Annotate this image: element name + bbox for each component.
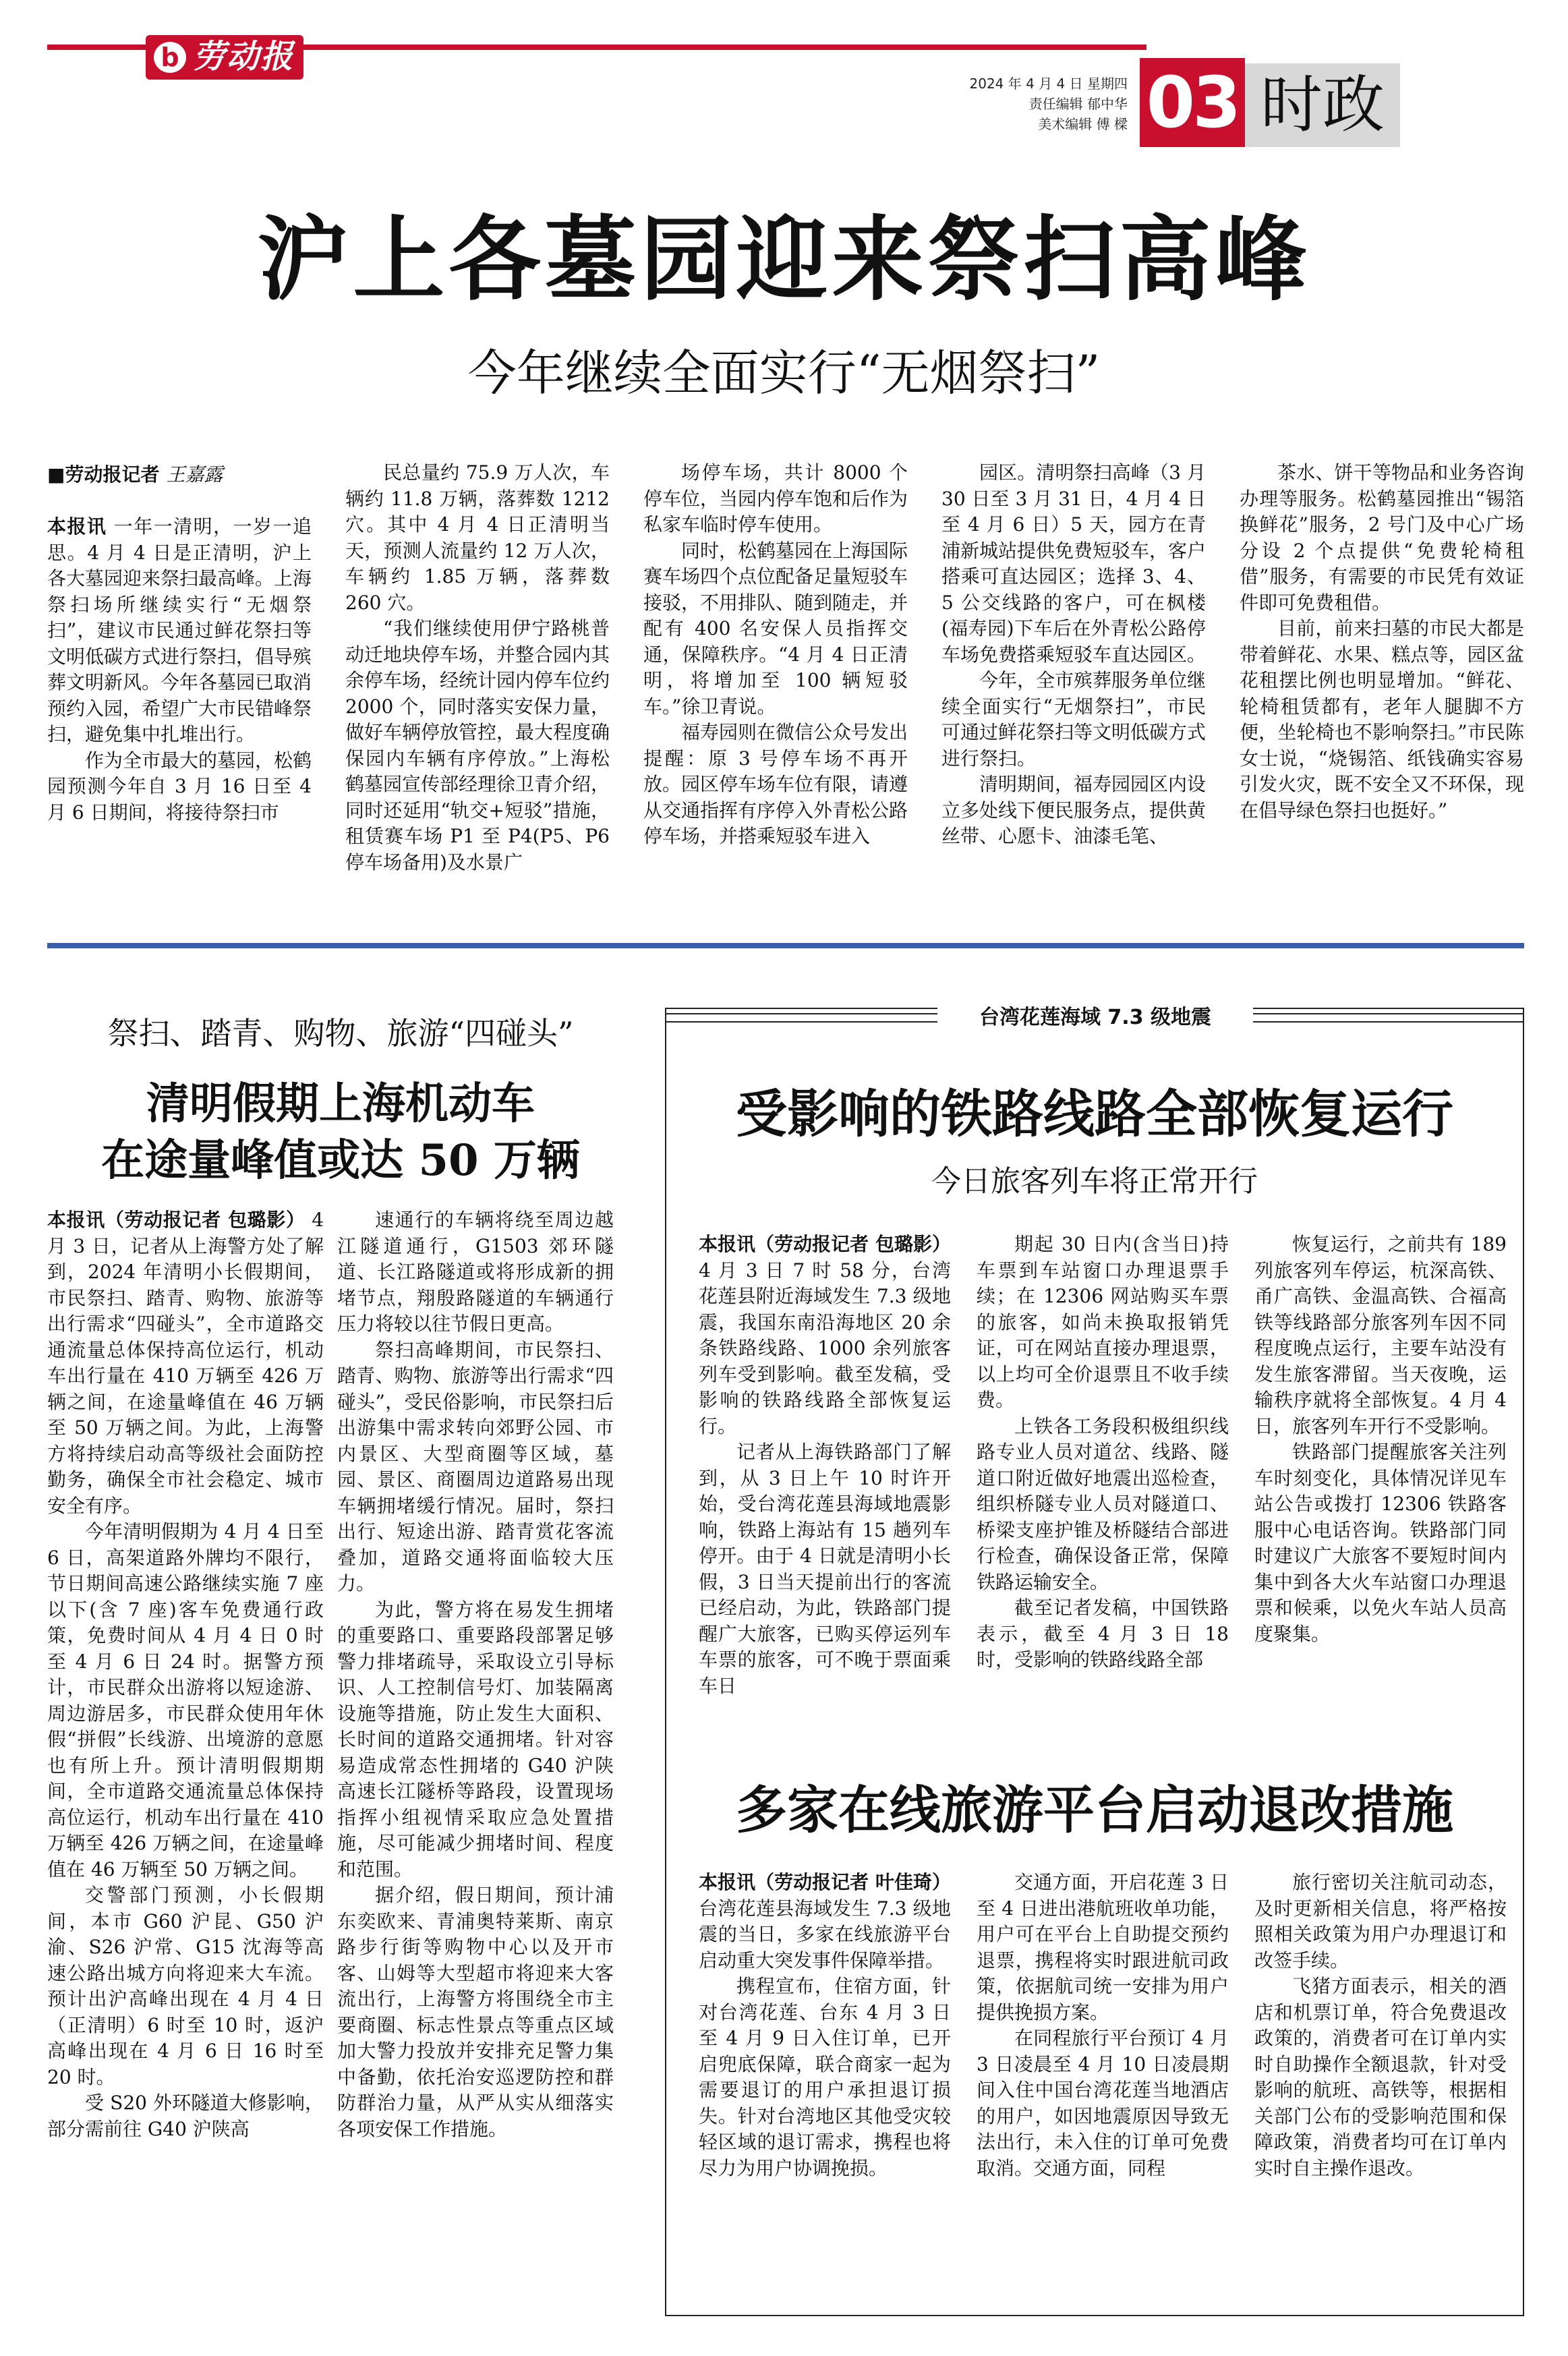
- rail-column-2: [977, 1232, 1229, 1744]
- paragraph: 同时，松鹤墓园在上海国际赛车场四个点位配备足量短驳车接驳，不用排队、随到随走，并配有 400 名安保人员指挥交通，保障秩序。“4 月 4 日正清明，将增加至 100 辆短驳车。”徐卫青说。: [643, 539, 908, 718]
- lead-column-5: [1240, 460, 1524, 919]
- travel-column-1: [699, 1870, 951, 2301]
- rail-subhead: 今日旅客列车将正常开行: [931, 1164, 1258, 1199]
- paragraph: 清明期间，福寿园园区内设立多处线下便民服务点，提供黄丝带、心愿卡、油漆毛笔、: [941, 773, 1206, 847]
- paragraph: 交通方面，开启花莲 3 日至 4 日进出港航班收单功能，用户可在平台上自助提交预约退票，携程将实时跟进航司政策，依据航司统一安排为用户提供挽损方案。: [977, 1871, 1229, 2023]
- rail-column-3: [1254, 1232, 1507, 1744]
- paragraph: 受 S20 外环隧道大修影响，部分需前往 G40 沪陕高: [47, 2092, 324, 2140]
- rail-lead-tag: 本报讯（劳动报记者 包璐影）: [699, 1233, 951, 1255]
- paragraph: 携程宣布，住宿方面，针对台湾花莲、台东 4 月 3 日至 4 月 9 日入住订单，已开启兜底保障，联合商家一起为需要退订的用户承担退订损失。针对台湾地区其他受灾较轻区域的退订需求，携程也将尽力为用户协调挽损。: [699, 1975, 951, 2179]
- paragraph: 目前，前来扫墓的市民大都是带着鲜花、水果、糕点等，园区盆花租摆比例也明显增加。“鲜花、轮椅租赁都有，老年人腿脚不方便，坐轮椅也不影响祭扫。”市民陈女士说，“烧锡箔、纸钱确实容易引发火灾，既不安全又不环保，现在倡导绿色祭扫也挺好。”: [1240, 617, 1524, 822]
- taiwan-box-label: 台湾花莲海域 7.3 级地震: [979, 1006, 1212, 1029]
- lead-column-4: [941, 460, 1206, 919]
- traffic-column-1: [47, 1207, 324, 2314]
- page-number: 03: [1146, 61, 1239, 144]
- editor-credit: 责任编辑 郁中华: [1028, 96, 1128, 112]
- lead-byline: [47, 460, 223, 487]
- paragraph: 记者从上海铁路部门了解到，从 3 日上午 10 时许开始，受台湾花莲县海域地震影响，铁路上海站有 15 趟列车停开。由于 4 日就是清明小长假，3 日当天提前出行的客流已经启动，为此，铁路部门提醒广大旅客，已购买停运列车车票的旅客，可不晚于票面乘车日: [699, 1441, 951, 1697]
- travel-lead-tag: 本报讯（劳动报记者 叶佳琦）: [699, 1871, 951, 1893]
- paragraph: 茶水、饼干等物品和业务咨询办理等服务。松鹤墓园推出“锡箔换鲜花”服务，2 号门及中心广场分设 2 个点提供“免费轮椅租借”服务，有需要的市民凭有效证件即可免费租借。: [1240, 461, 1524, 614]
- paragraph: 截至记者发稿，中国铁路表示，截至 4 月 3 日 18 时，受影响的铁路线路全部: [977, 1597, 1229, 1671]
- section-name: 时政: [1260, 69, 1385, 141]
- rail-headline: 受影响的铁路线路全部恢复运行: [736, 1084, 1453, 1144]
- byline-label: ■劳动报记者: [47, 463, 160, 486]
- paragraph: 旅行密切关注航司动态，及时更新相关信息，将严格按照相关政策为用户办理退订和改签手续。: [1254, 1871, 1507, 1972]
- paragraph: 在同程旅行平台预订 4 月 3 日凌晨至 4 月 10 日凌晨期间入住中国台湾花莲当地酒店的用户，如因地震原因导致无法出行，未入住的订单可免费取消。交通方面，同程: [977, 2027, 1229, 2179]
- paragraph: 园区。清明祭扫高峰（3 月 30 日至 3 月 31 日，4 月 4 日至 4 月 6 日）5 天，园方在青浦新城站提供免费短驳车，客户搭乘可直达园区；选择 3、4、5 公交线路的客户，可在枫楼(福寿园)下车后在外青松公路停车场免费搭乘短驳车直达园区。: [941, 461, 1206, 666]
- lead-headline: 沪上各墓园迎来祭扫高峰: [257, 206, 1311, 314]
- traffic-headline-line-2: 在途量峰值或达 50 万辆: [101, 1135, 580, 1186]
- paragraph: “我们继续使用伊宁路桃普动迁地块停车场，并整合园内其余停车场，经统计园内停车位约 2000 个，同时落实安保力量，做好车辆停放管控，最大程度确保园内车辆有序停放。”上海松鹤墓园宣传部经理徐卫青介绍，同时还延用“轨交+短驳”措施，租赁赛车场 P1 至 P4(P5、P6 停车场备用)及水景广: [345, 617, 610, 873]
- travel-headline: 多家在线旅游平台启动退改措施: [736, 1780, 1453, 1840]
- paragraph: 铁路部门提醒旅客关注列车时刻变化，具体情况详见车站公告或拨打 12306 铁路客服中心电话咨询。铁路部门同时建议广大旅客不要短时间内集中到各大火车站窗口办理退票和候乘，以免火车站人员高度聚集。: [1254, 1441, 1507, 1645]
- art-editor-credit: 美术编辑 傅 樑: [1038, 116, 1128, 132]
- traffic-kicker: 祭扫、踏青、购物、旅游“四碰头”: [107, 1015, 574, 1052]
- traffic-headline-line-1: 清明假期上海机动车: [146, 1079, 535, 1129]
- paragraph: 祭扫高峰期间，市民祭扫、踏青、购物、旅游等出行需求“四碰头”，受民俗影响，市民祭扫后出游集中需求转向郊野公园、市内景区、大型商圈等区域，墓园、景区、商圈周边道路易出现车辆拥堵缓行情况。届时，祭扫出行、短途出游、踏青赏花客流叠加，道路交通将面临较大压力。: [337, 1338, 614, 1594]
- travel-column-2: [977, 1870, 1229, 2301]
- travel-column-1-text: 台湾花莲县海域发生 7.3 级地震的当日，多家在线旅游平台启动重大突发事件保障举措。: [699, 1897, 951, 1972]
- rail-column-1: [699, 1232, 951, 1744]
- paragraph: 恢复运行，之前共有 189 列旅客列车停运，杭深高铁、甬广高铁、金温高铁、合福高铁等线路部分旅客列车因不同程度晚点运行，主要车站没有发生旅客滞留。当天夜晚，运输秩序就将全部恢复。4 月 4 日，旅客列车开行不受影响。: [1254, 1233, 1507, 1437]
- paragraph: 上铁各工务段积极组织线路专业人员对道岔、线路、隧道口附近做好地震出巡检查，组织桥隧专业人员对隧道口、桥梁支座护锥及桥隧结合部进行检查，确保设备正常，保障铁路运输安全。: [977, 1414, 1229, 1593]
- paragraph: 民总量约 75.9 万人次，车辆约 11.8 万辆，落葬数 1212 穴。其中 4 月 4 日正清明当天，预测人流量约 12 万人次，车辆约 1.85 万辆，落葬数 260 穴。: [345, 461, 610, 614]
- traffic-lead-tag: 本报讯（劳动报记者 包璐影）: [47, 1209, 306, 1231]
- lead-subhead: 今年继续全面实行“无烟祭扫”: [467, 345, 1101, 401]
- paragraph: 今年，全市殡葬服务单位继续全面实行“无烟祭扫”，市民可通过鲜花祭扫等文明低碳方式进行祭扫。: [941, 669, 1206, 770]
- paragraph: 场停车场，共计 8000 个停车位，当园内停车饱和后作为私家车临时停车使用。: [643, 461, 908, 536]
- lead-column-3: [643, 460, 908, 919]
- lead-column-2: [345, 460, 610, 919]
- byline-name: 王嘉露: [166, 463, 223, 486]
- paragraph: 据介绍，假日期间，预计浦东奕欧来、青浦奥特莱斯、南京路步行街等购物中心以及开市客、山姆等大型超市将迎来大客流出行，上海警方将围绕全市主要商圈、标志性景点等重点区域加大警力投放并安排充足警力集中备勤，依托治安巡逻防控和群防群治力量，从严从实从细落实各项安保工作措施。: [337, 1884, 614, 2140]
- lead-tag: 本报讯: [47, 515, 107, 538]
- paragraph: 期起 30 日内(含当日)持车票到车站窗口办理退票手续；在 12306 网站购买车票的旅客，如尚未换取报销凭证，可在网站直接办理退票，以上均可全价退票且不收手续费。: [977, 1233, 1229, 1411]
- traffic-column-1-text: 4 月 3 日，记者从上海警方处了解到，2024 年清明小长假期间，市民祭扫、踏青、购物、旅游等出行需求“四碰头”，全市道路交通流量总体保持高位运行，机动车出行量在 410 万辆至 426 万辆之间，在途量峰值在 46 万辆至 50 万辆之间。为此，上海警方将持续启动高等级社会面防控勤务，确保全市社会稳定、城市安全有序。: [47, 1209, 324, 1517]
- logo-text: 劳动报: [193, 38, 295, 76]
- logo-mark-icon: b: [154, 42, 186, 73]
- lead-column-1: [47, 514, 312, 919]
- section-divider: [47, 943, 1524, 948]
- paragraph: 速通行的车辆将绕至周边越江隧道通行，G1503 郊环隧道、长江路隧道或将形成新的拥堵节点，翔殷路隧道的车辆通行压力将较以往节假日更高。: [337, 1209, 614, 1335]
- travel-column-3: [1254, 1870, 1507, 2301]
- paragraph: 飞猪方面表示，相关的酒店和机票订单，符合免费退改政策的，消费者可在订单内实时自助操作全额退款，针对受影响的航班、高铁等，根据相关部门公布的受影响范围和保障政策，消费者均可在订单内实时自主操作退改。: [1254, 1975, 1507, 2179]
- lead-column-1-text: 一年一清明，一岁一追思。4 月 4 日是正清明，沪上各大墓园迎来祭扫最高峰。上海祭扫场所继续实行“无烟祭扫”，建议市民通过鲜花祭扫等文明低碳方式进行祭扫，倡导殡葬文明新风。今年各墓园已取消预约入园，希望广大市民错峰祭扫，避免集中扎堆出行。: [47, 515, 312, 745]
- paragraph: 作为全市最大的墓园，松鹤园预测今年自 3 月 16 日至 4 月 6 日期间，将接待祭扫市: [47, 749, 312, 824]
- rail-column-1-text: 4 月 3 日 7 时 58 分，台湾花莲县附近海域发生 7.3 级地震，我国东南沿海地区 20 余条铁路线路、1000 余列旅客列车受到影响。截至发稿，受影响的铁路线路全部恢复运行。: [699, 1259, 951, 1437]
- issue-date: 2024 年 4 月 4 日 星期四: [969, 76, 1128, 92]
- paragraph: 今年清明假期为 4 月 4 日至 6 日，高架道路外牌均不限行，节日期间高速公路继续实施 7 座以下(含 7 座)客车免费通行政策，免费时间从 4 月 4 日 0 时至 4 月 6 日 24 时。据警方预计，市民群众出游将以短途游、周边游居多，市民群众使用年休假“拼假”长线游、出境游的意愿也有所上升。预计清明假期期间，全市道路交通流量总体保持高位运行，机动车出行量在 410 万辆至 426 万辆之间，在途量峰值在 46 万辆至 50 万辆之间。: [47, 1520, 324, 1880]
- paragraph: 为此，警方将在易发生拥堵的重要路口、重要路段部署足够警力排堵疏导，采取设立引导标识、人工控制信号灯、加装隔离设施等措施，防止发生大面积、长时间的道路交通拥堵。针对容易造成常态性拥堵的 G40 沪陕高速长江隧桥等路段，设置现场指挥小组视情采取应急处置措施，尽可能减少拥堵时间、程度和范围。: [337, 1598, 614, 1880]
- paragraph: 福寿园则在微信公众号发出提醒：原 3 号停车场不再开放。园区停车场车位有限，请遵从交通指挥有序停入外青松公路停车场，并搭乘短驳车进入: [643, 721, 908, 847]
- traffic-column-2: [337, 1207, 614, 2314]
- paragraph: 交警部门预测，小长假期间，本市 G60 沪昆、G50 沪渝、S26 沪常、G15 沈海等高速公路出城方向将迎来大车流。预计出沪高峰出现在 4 月 4 日（正清明）6 时至 10 时，返沪高峰出现在 4 月 6 日 16 时至 20 时。: [47, 1884, 324, 2088]
